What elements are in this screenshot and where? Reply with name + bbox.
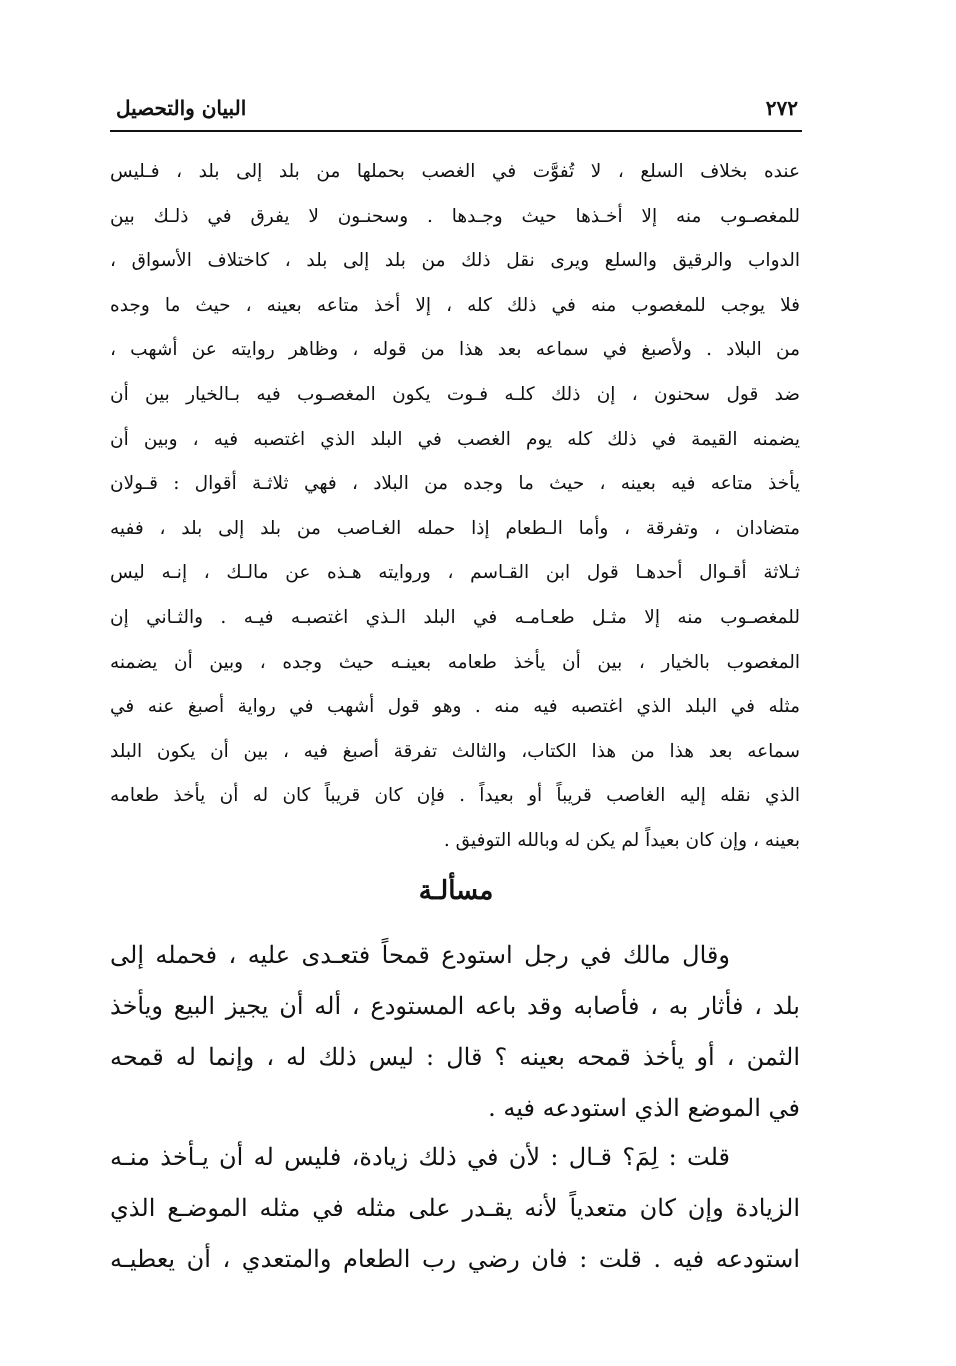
text-line: للمغصـوب منه إلا أخـذها حيث وجـدها . وسحنـون لا يفرق في ذلـك بين [110,205,800,227]
page-header [110,92,802,132]
text-line: ثـلاثة أقـوال أحدهـا قول ابن القـاسم ، وروايته هـذه عن مالـك ، إنـه ليس [110,562,800,584]
text-line: يأخذ متاعه فيه بعينه ، حيث ما وجده من البلاد ، فهي ثلاثـة أقوال : قـولان [110,473,800,495]
text-line: فلا يوجب للمغصوب منه في ذلك كله ، إلا أخذ متاعه بعينه ، حيث ما وجده [110,294,800,316]
text-line: الدواب والرقيق والسلع ويرى نقل ذلك من بلد إلى بلد ، كاختلاف الأسواق ، [110,250,800,272]
page-number: ٢٧٢ [765,96,798,120]
text-line: استودعه فيه . قلت : فان رضي رب الطعام والمتعدي ، أن يعطيـه [110,1245,800,1273]
section-heading: مسألـة [418,876,494,906]
text-line: وقال مالك في رجل استودع قمحاً فتعـدى عليه ، فحمله إلى [110,941,730,969]
text-line: الزيادة وإن كان متعدياً لأنه يقـدر على مثله في مثله الموضـع الذي [110,1194,800,1222]
text-line: ضد قول سحنون ، إن ذلك كلـه فـوت يكون المغصـوب فيه بـالخيار بين أن [110,383,800,405]
text-line: المغصوب بالخيار ، بين أن يأخذ طعامه بعينـه حيث وجده ، وبين أن يضمنه [110,651,800,673]
followup-paragraph [110,1132,800,1285]
text-line: يضمنه القيمة في ذلك كله يوم الغصب في البلد الذي اغتصبه فيه ، وبين أن [110,428,800,450]
text-line: عنده بخلاف السلع ، لا تُفوَّت في الغصب بحملها من بلد إلى بلد ، فـليس [110,161,800,182]
text-line: متضادان ، وتفرقة ، وأما الـطعام إذا حمله الغـاصب من بلد إلى بلد ، ففيه [110,517,800,539]
text-line: قلت : لِمَ؟ قـال : لأن في ذلك زيادة، فليس له أن يـأخذ منـه [110,1143,730,1171]
running-title: البيان والتحصيل [116,96,247,120]
text-line: بلد ، فأثار به ، فأصابه وقد باعه المستودع ، أله أن يجيز البيع ويأخذ [110,992,800,1020]
question-paragraph [110,930,800,1134]
text-line: للمغصـوب منه إلا مثـل طعـامـه في البلد الـذي اغتصبـه فيـه . والثـاني إن [110,606,800,628]
text-line: الثمن ، أو يأخذ قمحه بعينه ؟ قال : ليس ذلك له ، وإنما له قمحه [110,1043,800,1071]
commentary-text [110,150,800,864]
text-line: مثله في البلد الذي اغتصبه فيه منه . وهو قول أشهب في رواية أصبغ عنه في [110,696,800,718]
text-line: سماعه بعد هذا من هذا الكتاب، والثالث تفرقة أصبغ فيه ، بين أن يكون البلد [110,740,800,762]
text-line: بعينه ، وإن كان بعيداً لم يكن له وبالله التوفيق . [443,829,800,851]
text-line: الذي نقله إليه الغاصب قريباً أو بعيداً . فإن كان قريباً كان له أن يأخذ طعامه [110,785,800,807]
text-line: من البلاد . ولأصبغ في سماعه بعد هذا من قوله ، وظاهر روايته عن أشهب ، [110,339,800,361]
text-line: في الموضع الذي استودعه فيه . [488,1094,800,1122]
